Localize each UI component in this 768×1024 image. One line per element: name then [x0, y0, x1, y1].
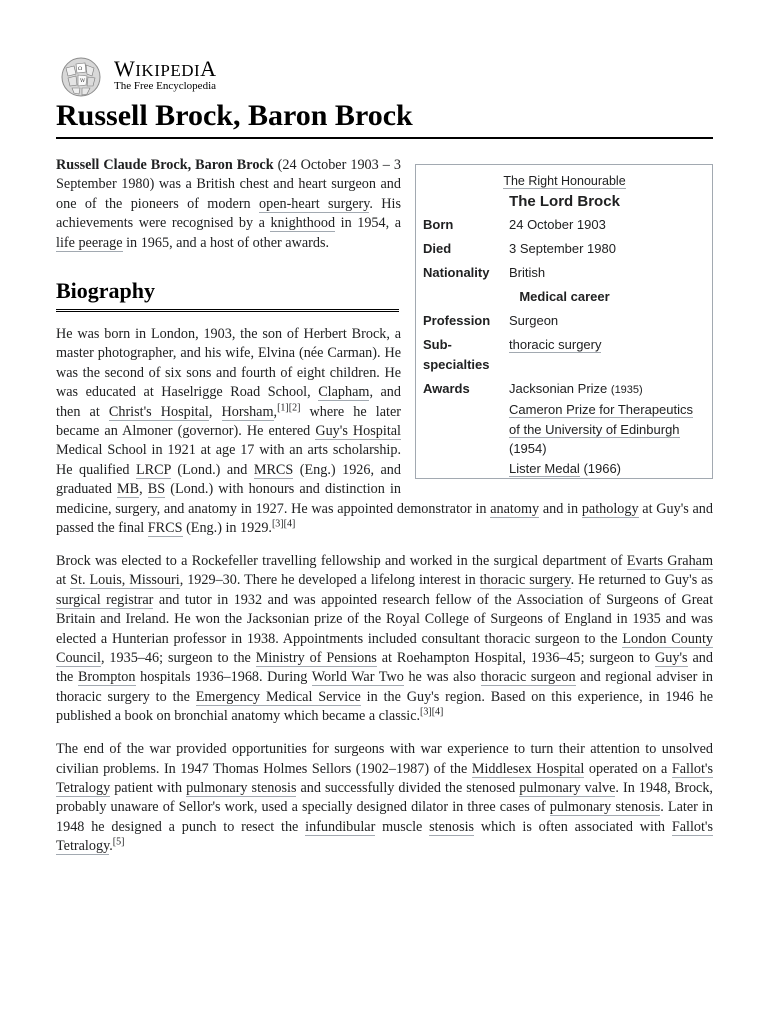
text: patient with: [110, 779, 187, 796]
citation-link[interactable]: [4]: [431, 706, 444, 718]
infobox-section-header: Medical career: [519, 289, 610, 304]
citation[interactable]: [289, 402, 301, 413]
text: and in: [539, 500, 582, 517]
link[interactable]: Fallot's Tetralogy: [56, 760, 713, 796]
citation-link[interactable]: [3]: [271, 518, 284, 530]
infobox-row-awards: [423, 379, 706, 479]
link[interactable]: surgical registrar: [56, 591, 154, 608]
text: operated on a: [584, 760, 672, 777]
link[interactable]: pathology: [581, 500, 639, 517]
article-page: [56, 0, 714, 855]
svg-text:W: W: [80, 78, 86, 84]
text: He was born in London, 1903, the son of Herbert Brock, a master photographer, and his wife, Elvina (née Carman). He was the second of six sons and fourth of eight children. He was educated at Haselrigge Road School,: [56, 326, 401, 401]
link[interactable]: Brompton: [77, 669, 136, 686]
wordmark-middle: IKIPEDI: [135, 61, 201, 80]
infobox-row-died: [423, 239, 706, 259]
infobox-label: Died: [423, 241, 452, 256]
infobox-row-profession: [423, 311, 706, 331]
biography-paragraph-2: [56, 552, 713, 727]
link[interactable]: pulmonary valve: [519, 779, 616, 796]
infobox: [415, 164, 713, 479]
text: ,: [208, 403, 222, 420]
citation-link[interactable]: [2]: [288, 401, 301, 413]
infobox-value: British: [509, 265, 546, 280]
text: hospitals 1936–1968. During: [135, 669, 312, 686]
subject-name: Russell Claude Brock, Baron Brock: [56, 157, 274, 173]
text: and tutor in 1932 and was appointed research fellow of the Association of Surgeons of Great Britain and Ireland. He won the Jacksonian prize of the Royal College of Surgeons of England in 1935 and was elected a Hunterian professor in 1938. Appointments included consultant thoracic surgeon to the: [56, 591, 714, 647]
wordmark-initial: W: [114, 56, 136, 81]
text: at Roehampton Hospital, 1936–45; surgeon to: [376, 650, 656, 667]
link[interactable]: stenosis: [429, 818, 475, 835]
link[interactable]: London County Council: [56, 630, 713, 667]
page-title: Russell Brock, Baron Brock: [56, 96, 713, 139]
link[interactable]: St. Louis, Missouri: [70, 572, 180, 589]
infobox-row-nationality: [423, 263, 706, 283]
wikipedia-globe-logo[interactable]: [56, 54, 106, 98]
text: (Eng.) in 1929.: [182, 520, 272, 537]
link[interactable]: pulmonary stenosis: [186, 779, 297, 796]
text: ,: [139, 481, 148, 498]
citation[interactable]: [272, 518, 284, 529]
text: The end of the war provided opportunities for surgeons with war experience to turn their attention to unsolved civilian problems. In 1947 Thomas Holmes Sellors (1902–1987) of the: [56, 741, 713, 777]
text: .: [109, 838, 113, 855]
text: . Later in 1948 he designed a punch to resect the: [56, 799, 713, 835]
text: Brock was elected to a Rockefeller travelling fellowship and worked in the surgical department of: [56, 553, 627, 569]
cameron-prize-link[interactable]: Cameron Prize for Therapeutics of the University of Edinburgh: [509, 402, 694, 437]
honorific-link[interactable]: The Right Honourable: [503, 174, 626, 188]
link[interactable]: infundibular: [305, 818, 376, 835]
citation[interactable]: [113, 836, 125, 847]
infobox-label: Nationality: [423, 265, 490, 280]
text: in 1965, and a host of other awards.: [122, 234, 330, 251]
text: (Eng.) 1926, and graduated: [56, 461, 401, 498]
text: at: [56, 572, 71, 589]
link[interactable]: LRCP: [135, 461, 171, 478]
link[interactable]: Guy's Hospital: [315, 423, 401, 440]
text: (24 October 1903 – 3 September 1980) was a British chest and heart surgeon and one of the pioneers of modern: [56, 157, 402, 212]
citation-link[interactable]: [4]: [283, 518, 296, 530]
text: . His achievements were recognised by a: [56, 195, 402, 232]
text: which is often associated with: [474, 818, 672, 835]
lister-medal-link[interactable]: Lister Medal: [509, 460, 580, 476]
infobox-label: Profession: [423, 313, 491, 328]
link[interactable]: pulmonary stenosis: [549, 799, 661, 816]
link[interactable]: Clapham: [318, 384, 370, 401]
link[interactable]: Christ's Hospital: [108, 403, 209, 420]
infobox-value: [509, 379, 706, 479]
link[interactable]: thoracic surgeon: [480, 669, 576, 686]
text: (Lond.) and: [170, 461, 254, 478]
award-year: (1966): [583, 460, 622, 476]
link[interactable]: life peerage: [56, 234, 123, 251]
article-content: [56, 156, 713, 870]
citation-link[interactable]: [5]: [112, 836, 125, 848]
link[interactable]: FRCS: [147, 520, 183, 537]
site-header: [56, 0, 713, 98]
link[interactable]: Emergency Medical Service: [195, 688, 361, 705]
link[interactable]: open-heart surgery: [259, 195, 370, 212]
citation-link[interactable]: [3]: [420, 706, 432, 718]
text: in 1954, a: [335, 215, 401, 232]
link[interactable]: MB: [117, 481, 140, 498]
award-year: (1935): [610, 383, 643, 396]
citation[interactable]: [284, 518, 296, 529]
text: and successfully divided the stenosed: [296, 779, 520, 796]
infobox-value: 24 October 1903: [509, 217, 606, 232]
infobox-row-born: [423, 215, 706, 235]
award-year: (1954): [509, 441, 547, 456]
text: . In 1948, Brock, probably unaware of Sellor's work, used a specially designed dilator in three cases of: [56, 779, 713, 816]
label-line: Sub-: [423, 337, 452, 352]
text: muscle: [375, 818, 430, 835]
section-heading-biography: Biography: [56, 275, 399, 312]
infobox-honorific: [423, 172, 706, 192]
wikipedia-wordmark[interactable]: [114, 56, 217, 82]
text: (Lond.) with honours and distinction in medicine, surgery, and anatomy in 1927. He was appointed demonstrator in: [56, 481, 491, 517]
wikipedia-tagline: The Free Encyclopedia: [114, 80, 217, 92]
link[interactable]: knighthood: [270, 215, 336, 232]
text: . He returned to Guy's as: [570, 572, 713, 589]
wordmark-final: A: [200, 56, 217, 81]
text: Medical School in 1921 at age 17 with an arts scholarship. He qualified: [56, 442, 401, 478]
link[interactable]: Guy's: [655, 650, 688, 667]
link[interactable]: Fallot's Tetralogy: [56, 818, 713, 855]
link[interactable]: BS: [147, 481, 166, 498]
citation-link[interactable]: [1]: [277, 401, 289, 413]
link[interactable]: World War Two: [311, 669, 404, 686]
label-line: specialties: [423, 356, 490, 372]
award-name: Jacksonian Prize: [509, 380, 608, 396]
thoracic-surgery-link[interactable]: thoracic surgery: [509, 337, 602, 352]
biography-paragraph-3: [56, 740, 713, 856]
text: , 1935–46; surgeon to the: [100, 650, 256, 667]
text: ,: [273, 403, 278, 420]
text: he was also: [403, 669, 481, 686]
citation[interactable]: [420, 707, 432, 718]
text: , and then at: [56, 384, 401, 420]
infobox-name: The Lord Brock: [509, 192, 620, 210]
link[interactable]: Evarts Graham: [626, 553, 713, 569]
text: in the Guy's region. Based on this experience, in 1946 he published a book on bronchial anatomy which became a classic.: [56, 688, 713, 725]
svg-text:Ω: Ω: [78, 66, 83, 72]
link[interactable]: Ministry of Pensions: [255, 650, 377, 667]
link[interactable]: MRCS: [253, 461, 294, 478]
infobox-value: 3 September 1980: [509, 241, 616, 256]
text: and regional adviser in thoracic surgery to the: [56, 669, 713, 705]
infobox-row-subspecialties: [423, 335, 706, 374]
text: at Guy's and passed the final: [56, 500, 713, 537]
infobox-label: Awards: [423, 380, 470, 396]
infobox-label: [423, 335, 509, 374]
text: , 1929–30. There he developed a lifelong interest in: [179, 572, 480, 589]
link[interactable]: Middlesex Hospital: [471, 760, 585, 777]
infobox-value: [509, 335, 706, 374]
link[interactable]: Horsham: [221, 403, 274, 420]
link[interactable]: thoracic surgery: [479, 572, 571, 589]
text: where he later became an Almoner (governor). He entered: [56, 403, 401, 440]
infobox-label: Born: [423, 217, 454, 232]
citation[interactable]: [277, 402, 289, 413]
citation[interactable]: [432, 707, 444, 718]
link[interactable]: anatomy: [490, 500, 540, 517]
infobox-value: Surgeon: [509, 313, 559, 328]
text: and the: [56, 650, 713, 686]
